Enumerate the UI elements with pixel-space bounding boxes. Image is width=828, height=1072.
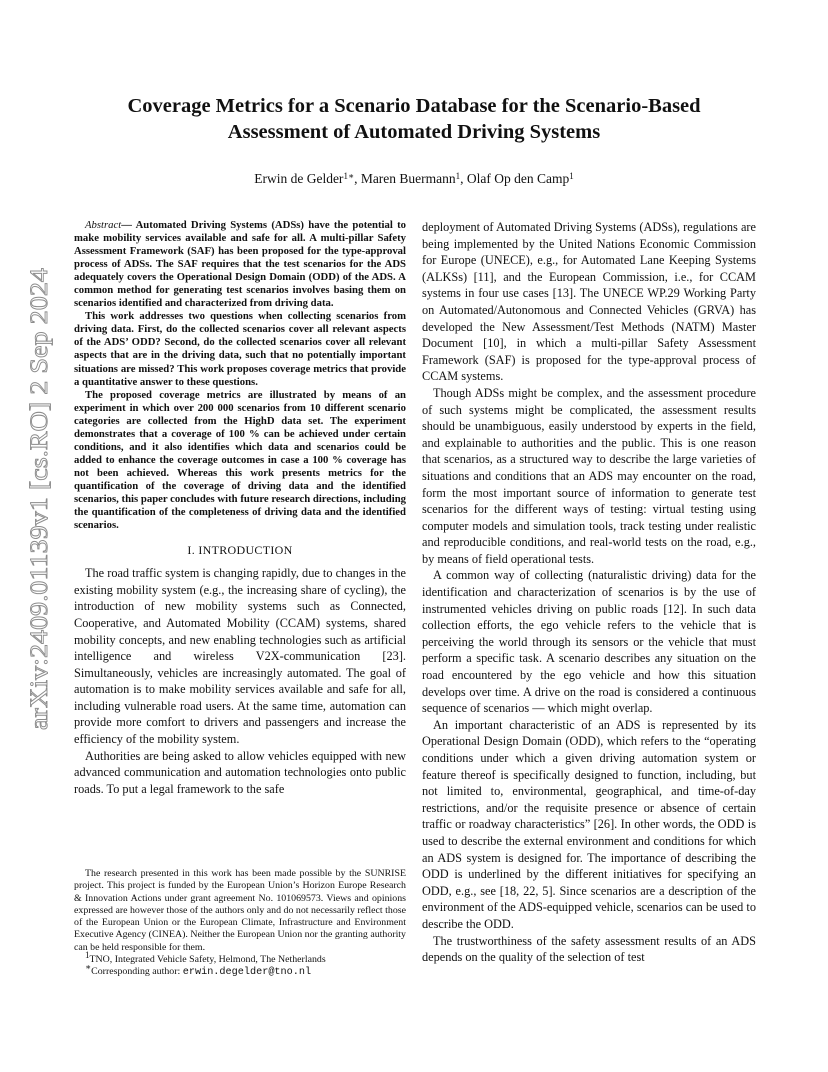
- left-column: [74, 219, 406, 797]
- footnote-mark: ∗: [85, 962, 92, 973]
- author-list: Erwin de Gelder$^{1∗}$, Maren Buermann$^1$, Olaf Op den Camp$^1$: [254, 171, 574, 186]
- affiliation-text: TNO, Integrated Vehicle Safety, Helmond, The Netherlands: [89, 954, 326, 966]
- body-paragraph: The road traffic system is changing rapidly, due to changes in the existing mobility system (e.g., the increasing share of cycling), the introduction of new mobility systems such as Connected, Cooperative, and Automated Mobility (CCAM) systems, shared mobility concepts, and new enabling technologies such as artificial intelligence and wireless V2X-communication [23]. Simultaneously, vehicles are increasingly automated. The goal of automation is to make mobility services available and safe for all, including vulnerable road users. At the same time, automation can provide more comfort to drivers and passengers and increase the efficiency of the mobility system.: [74, 566, 406, 747]
- author-affiliation-mark: 1: [455, 171, 461, 181]
- paper-title-line-1: Coverage Metrics for a Scenario Database for the Scenario-Based: [127, 95, 701, 117]
- footnotes: [74, 868, 406, 980]
- abstract-paragraph: The proposed coverage metrics are illustrated by means of an experiment in which over 200 000 scenarios from 10 different scenario categories are collected from the HighD data set. The experiment demonstrates that a coverage of 100 % can be achieved under certain conditions, and it also identifies which data and scenarios could be added to enhance the coverage outcomes in case a 100 % coverage has not been achieved. Whereas this work presents metrics for the quantification of the coverage of driving data and the identified scenarios, this paper concludes with future research directions, including the quantification of the completeness of driving data and the identified scenarios.: [74, 388, 406, 532]
- paper-title-line-2: Assessment of Automated Driving Systems: [227, 121, 601, 143]
- paper-title: [90, 93, 738, 145]
- author-name: Maren Buermann: [360, 171, 456, 186]
- abstract: [74, 219, 406, 532]
- author-name: Olaf Op den Camp: [466, 171, 570, 186]
- corresponding-author-label: Corresponding author:: [91, 966, 183, 978]
- corresponding-author-footnote: [74, 962, 406, 979]
- abstract-paragraph: [74, 219, 406, 310]
- abstract-text: — Automated Driving Systems (ADSs) have the potential to make mobility services available and safe for all. A multi-pillar Safety Assessment Framework (SAF) has been proposed for the type-approval process of ADSs. The SAF requires that the test scenarios for the ADS adequately covers the Operational Design Domain (ODD) of the ADS. A common method for generating test scenarios involves basing them on scenarios identified and characterized from driving data.: [74, 219, 406, 310]
- introduction-text-right: [422, 219, 756, 966]
- arxiv-identifier-stamp: [20, 265, 56, 733]
- body-paragraph: A common way of collecting (naturalistic driving) data for the identification and characterization of scenarios is by the use of instrumented vehicles driving on public roads [12]. In such data collection efforts, the ego vehicle refers to the vehicle that is perceiving the world through its sensors or the vehicle that must perform a specific task. A scenario describes any situation on the road encountered by the ego vehicle and how this situation develops over time. A drive on the road is considered a continuous sequence of scenarios — which might overlap.: [422, 568, 756, 716]
- funding-footnote: The research presented in this work has been made possible by the SUNRISE project. This project is funded by the European Union’s Horizon Europe Research & Innovation Actions under grant agreement No. 101069573. Views and opinions expressed are however those of the authors only and do not necessarily reflect those of the European Union or the European Climate, Infrastructure and Environment Executive Agency (CINEA). Neither the European Union nor the granting authority can be held responsible for them.: [74, 868, 406, 953]
- arxiv-stamp-text: arXiv:2409.01139v1 [cs.RO] 2 Sep 2024: [26, 319, 53, 730]
- author-affiliation-mark: 1: [569, 171, 574, 181]
- body-paragraph: Authorities are being asked to allow vehicles equipped with new advanced communication and automation technologies onto public roads. To put a legal framework to the safe: [74, 748, 406, 796]
- abstract-paragraph: This work addresses two questions when collecting scenarios from driving data. First, do the collected scenarios cover all relevant aspects of the ADS’ ODD? Second, do the collected scenarios cover all relevant aspects that are in the driving data, such that no potentially important situations are missed? This work proposes coverage metrics that provide a quantitative answer to these questions.: [74, 310, 406, 388]
- arxiv-stamp-graphic: [20, 265, 56, 733]
- affiliation-footnote: [74, 950, 406, 966]
- section-heading-introduction: I. INTRODUCTION: [187, 543, 293, 558]
- body-paragraph: deployment of Automated Driving Systems (ADSs), regulations are being implemented by the United Nations Economic Commission for Europe (UNECE), e.g., for Automated Lane Keeping Systems (ALKSs) [11], and the European Commission, i.e., for CCAM systems in four use cases [13]. The UNECE WP.29 Working Party on Automated/Autonomous and Connected Vehicles (GRVA) has developed the New Assessment/Test Methods (NATM) Master Document [10], in which a multi-pillar Safety Assessment Framework (SAF) is proposed for the type-approval process of CCAM systems.: [422, 220, 756, 384]
- author-name: Erwin de Gelder: [254, 171, 344, 186]
- body-paragraph: An important characteristic of an ADS is represented by its Operational Design Domain (ODD), which refers to the “operating conditions under which a given driving automation system or feature thereof is specifically designed to function, including, but not limited to, environmental, geographical, and time-of-day restrictions, and/or the requisite presence or absence of certain traffic or roadway characteristics” [26]. In other words, the ODD is used to describe the external environment and conditions for which an ADS system is designed for. The importance of describing the ODD is underlined by the different initiatives for specifying an ODD, e.g., see [18, 22, 5]. Since scenarios are a description of the environment of the ADS-equipped vehicle, scenarios can be used to describe the ODD.: [422, 717, 756, 931]
- footnote-mark: 1: [85, 950, 90, 961]
- corresponding-author-email: erwin.degelder@tno.nl: [182, 967, 312, 979]
- abstract-lead: Abstract: [85, 219, 122, 231]
- right-column: [422, 219, 756, 966]
- author-affiliation-mark: 1∗: [343, 171, 355, 181]
- body-paragraph: Though ADSs might be complex, and the assessment procedure of such systems might be complicated, the assessment results should be unambiguous, easily understood by experts in the field, and explainable to authorities and the public. This is one reason that scenarios, as a structured way to describe the large varieties of situations and conditions that an ADS may encounter on the road, form the most important source of information to generate test scenarios for the different ways of testing: virtual testing using computer models and simulation tools, track testing under realistic and reproducible conditions, and real-world tests on the road, e.g., by means of field operational tests.: [422, 385, 756, 566]
- body-paragraph: The trustworthiness of the safety assessment results of an ADS depends on the quality of the selection of test: [422, 933, 756, 965]
- introduction-text-left: [74, 565, 406, 797]
